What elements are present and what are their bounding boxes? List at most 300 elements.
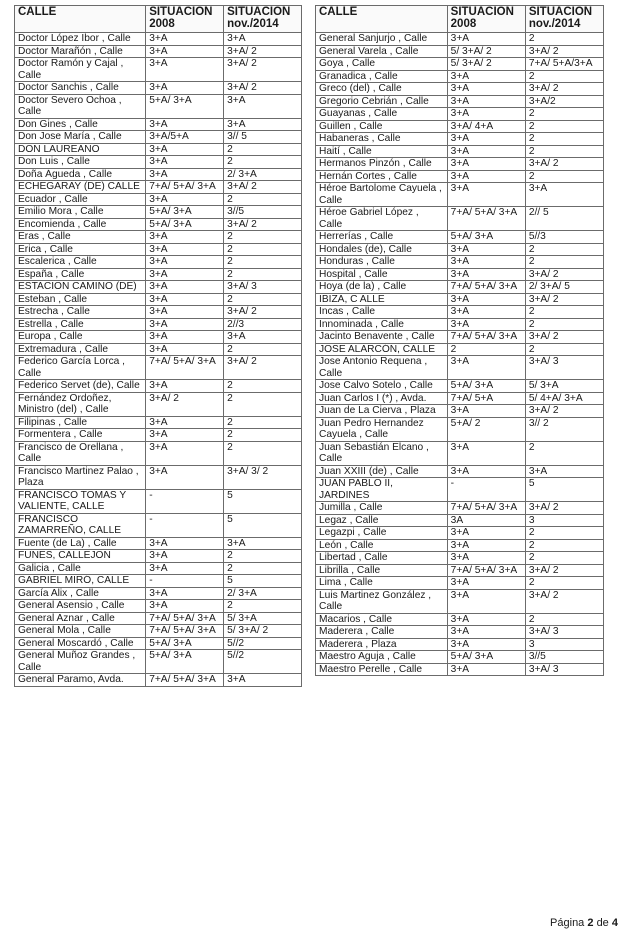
cell-situacion-2008: 7+A/ 5+A/ 3+A — [447, 281, 525, 294]
cell-situacion-2008: 5+A/ 3+A — [146, 206, 224, 219]
cell-situacion-2014: 2 — [525, 552, 603, 565]
table-row — [15, 193, 302, 206]
cell-calle: GABRIEL MIRÓ, CALLE — [15, 575, 146, 588]
table-row — [15, 33, 302, 46]
cell-situacion-2014: 2 — [224, 231, 302, 244]
cell-situacion-2008: 3+A — [146, 168, 224, 181]
cell-situacion-2008: 3+A — [447, 318, 525, 331]
header-situacion-2014: SITUACION nov./2014 — [525, 6, 603, 33]
table-row — [316, 33, 604, 46]
cell-situacion-2008: - — [447, 478, 525, 502]
cell-situacion-2014: 5 — [224, 575, 302, 588]
table-row — [15, 156, 302, 169]
cell-situacion-2014: 3+A/ 3 — [525, 356, 603, 380]
table-row — [316, 514, 604, 527]
cell-situacion-2008: 7+A/ 5+A/ 3+A — [146, 612, 224, 625]
table-row — [316, 478, 604, 502]
table-row — [15, 218, 302, 231]
table-row — [316, 527, 604, 540]
table-row — [15, 231, 302, 244]
cell-situacion-2008: 3+A — [447, 293, 525, 306]
cell-situacion-2014: 3+A/ 2 — [525, 158, 603, 171]
cell-calle: Maestro Aguja , Calle — [316, 651, 448, 664]
cell-calle: Macarios , Calle — [316, 613, 448, 626]
cell-situacion-2008: 3+A — [146, 380, 224, 393]
cell-calle: Gregorio Cebrián , Calle — [316, 95, 448, 108]
cell-situacion-2008: 3+A — [447, 145, 525, 158]
cell-situacion-2008: 3+A — [447, 552, 525, 565]
cell-situacion-2014: 2 — [224, 550, 302, 563]
cell-situacion-2014: 2 — [525, 256, 603, 269]
table-row — [15, 343, 302, 356]
cell-situacion-2008: 3+A — [447, 70, 525, 83]
cell-situacion-2014: 2/ 3+A/ 5 — [525, 281, 603, 294]
cell-situacion-2008: 3+A — [447, 405, 525, 418]
cell-situacion-2014: 3+A — [525, 183, 603, 207]
cell-calle: Habaneras , Calle — [316, 133, 448, 146]
cell-situacion-2014: 3+A/ 2 — [224, 82, 302, 95]
cell-situacion-2014: 7+A/ 5+A/3+A — [525, 58, 603, 71]
table-row — [15, 82, 302, 95]
cell-calle: Herrerías , Calle — [316, 231, 448, 244]
table-row — [15, 293, 302, 306]
cell-calle: Extremadura , Calle — [15, 343, 146, 356]
cell-calle: Jose Antonio Requena , Calle — [316, 356, 448, 380]
cell-calle: Goya , Calle — [316, 58, 448, 71]
cell-situacion-2014: 2 — [525, 318, 603, 331]
cell-situacion-2014: 3// 2 — [525, 417, 603, 441]
table-row — [15, 356, 302, 380]
cell-calle: Esteban , Calle — [15, 293, 146, 306]
cell-calle: Erica , Calle — [15, 243, 146, 256]
table-row — [316, 331, 604, 344]
table-row — [15, 441, 302, 465]
table-row — [15, 380, 302, 393]
cell-situacion-2008: 3+A — [146, 281, 224, 294]
cell-situacion-2014: 3 — [525, 638, 603, 651]
cell-situacion-2014: 3+A/ 3 — [224, 281, 302, 294]
table-row — [15, 131, 302, 144]
cell-situacion-2008: 3+A — [146, 143, 224, 156]
cell-calle: Innominada , Calle — [316, 318, 448, 331]
table-row — [316, 70, 604, 83]
table-row — [15, 550, 302, 563]
cell-situacion-2008: 7+A/ 5+A/ 3+A — [146, 356, 224, 380]
header-situacion-2008: SITUACION 2008 — [146, 6, 224, 33]
cell-situacion-2014: 2 — [224, 193, 302, 206]
cell-situacion-2008: 7+A/ 5+A/ 3+A — [447, 564, 525, 577]
cell-situacion-2014: 3+A/ 2 — [224, 356, 302, 380]
cell-situacion-2014: 3+A/ 3 — [525, 663, 603, 676]
cell-situacion-2008: 7+A/ 5+A/ 3+A — [447, 331, 525, 344]
cell-calle: Honduras , Calle — [316, 256, 448, 269]
cell-situacion-2014: 3+A/ 2 — [525, 589, 603, 613]
cell-situacion-2014: 2 — [525, 539, 603, 552]
cell-situacion-2008: 3+A — [447, 95, 525, 108]
cell-calle: Maderera , Plaza — [316, 638, 448, 651]
table-row — [15, 181, 302, 194]
cell-calle: Héroe Bartolome Cayuela , Calle — [316, 183, 448, 207]
table-row — [15, 94, 302, 118]
table-row — [316, 243, 604, 256]
cell-situacion-2008: 3+A — [146, 268, 224, 281]
cell-situacion-2014: 3+A/ 2 — [525, 293, 603, 306]
cell-situacion-2014: 2 — [525, 120, 603, 133]
cell-calle: Don Jose María , Calle — [15, 131, 146, 144]
cell-calle: Doña Águeda , Calle — [15, 168, 146, 181]
cell-situacion-2014: 3+A — [224, 674, 302, 687]
cell-calle: General Paramo, Avda. — [15, 674, 146, 687]
cell-situacion-2008: 7+A/ 5+A/ 3+A — [146, 674, 224, 687]
cell-situacion-2014: 3+A/ 2 — [224, 218, 302, 231]
cell-situacion-2014: 3// 5 — [224, 131, 302, 144]
cell-situacion-2008: 7+A/ 5+A/ 3+A — [447, 502, 525, 515]
cell-situacion-2008: 3+A — [447, 183, 525, 207]
cell-situacion-2008: 3+A — [447, 108, 525, 121]
cell-situacion-2014: 3+A/ 2 — [224, 45, 302, 58]
cell-situacion-2014: 5 — [224, 513, 302, 537]
cell-situacion-2008: 5/ 3+A/ 2 — [447, 45, 525, 58]
table-row — [316, 405, 604, 418]
cell-situacion-2014: 3+A/ 2 — [224, 181, 302, 194]
cell-situacion-2014: 5 — [525, 478, 603, 502]
cell-situacion-2008: 5+A/ 3+A — [146, 94, 224, 118]
cell-situacion-2014: 3+A/2 — [525, 95, 603, 108]
table-row — [316, 638, 604, 651]
table-row — [316, 651, 604, 664]
cell-situacion-2008: 3+A — [146, 331, 224, 344]
cell-situacion-2014: 3+A — [224, 33, 302, 46]
cell-situacion-2014: 3+A — [224, 331, 302, 344]
cell-situacion-2008: 5+A/ 3+A — [447, 651, 525, 664]
cell-situacion-2014: 2 — [525, 133, 603, 146]
table-row — [15, 465, 302, 489]
table-row — [316, 120, 604, 133]
cell-situacion-2014: 2 — [525, 170, 603, 183]
cell-situacion-2008: 3+A — [146, 587, 224, 600]
table-row — [316, 231, 604, 244]
cell-situacion-2008: 7+A/ 5+A/ 3+A — [146, 625, 224, 638]
table-row — [316, 183, 604, 207]
cell-situacion-2014: 5//2 — [224, 650, 302, 674]
table-row — [316, 95, 604, 108]
cell-calle: Don Gines , Calle — [15, 118, 146, 131]
cell-situacion-2014: 3+A/ 2 — [525, 405, 603, 418]
cell-calle: Doctor López Ibor , Calle — [15, 33, 146, 46]
header-situacion-2014: SITUACION nov./2014 — [224, 6, 302, 33]
table-row — [316, 539, 604, 552]
cell-situacion-2014: 2 — [525, 343, 603, 356]
header-situacion-2008: SITUACION 2008 — [447, 6, 525, 33]
table-row — [15, 168, 302, 181]
cell-situacion-2008: 7+A/ 5+A — [447, 392, 525, 405]
table-row — [316, 207, 604, 231]
cell-calle: Juan Pedro Hernandez Cayuela , Calle — [316, 417, 448, 441]
cell-situacion-2008: 3+A — [447, 243, 525, 256]
table-row — [316, 45, 604, 58]
cell-calle: Galicia , Calle — [15, 562, 146, 575]
table-row — [15, 429, 302, 442]
cell-situacion-2014: 2 — [525, 33, 603, 46]
cell-situacion-2014: 2 — [224, 600, 302, 613]
table-row — [15, 612, 302, 625]
header-calle: CALLE — [15, 6, 146, 33]
table-row — [316, 318, 604, 331]
cell-situacion-2008: 3+A — [447, 133, 525, 146]
cell-situacion-2014: 3+A/ 3/ 2 — [224, 465, 302, 489]
cell-situacion-2008: 3+A — [447, 256, 525, 269]
cell-calle: Europa , Calle — [15, 331, 146, 344]
cell-calle: Jumilla , Calle — [316, 502, 448, 515]
cell-situacion-2008: 3+A — [146, 45, 224, 58]
table-row — [15, 650, 302, 674]
cell-situacion-2014: 2 — [224, 256, 302, 269]
cell-situacion-2008: 5+A/ 3+A — [447, 380, 525, 393]
cell-situacion-2014: 2 — [525, 70, 603, 83]
cell-calle: Francisco de Orellana , Calle — [15, 441, 146, 465]
cell-situacion-2008: 3+A — [146, 465, 224, 489]
cell-situacion-2008: 3+A — [146, 318, 224, 331]
cell-situacion-2014: 3//5 — [525, 651, 603, 664]
cell-situacion-2014: 2 — [224, 293, 302, 306]
table-row — [316, 552, 604, 565]
cell-situacion-2014: 2 — [224, 380, 302, 393]
cell-calle: Fuente (de La) , Calle — [15, 537, 146, 550]
cell-situacion-2008: 3+A — [146, 118, 224, 131]
cell-calle: Lima , Calle — [316, 577, 448, 590]
table-row — [15, 58, 302, 82]
cell-situacion-2008: 5+A/ 2 — [447, 417, 525, 441]
cell-situacion-2008: 3+A — [447, 268, 525, 281]
cell-calle: FRANCISCO TOMAS Y VALIENTE, CALLE — [15, 489, 146, 513]
cell-situacion-2008: 3+A — [146, 550, 224, 563]
cell-situacion-2008: 3+A — [146, 562, 224, 575]
cell-calle: Hospital , Calle — [316, 268, 448, 281]
table-row — [15, 268, 302, 281]
cell-calle: General Varela , Calle — [316, 45, 448, 58]
cell-situacion-2014: 2 — [224, 441, 302, 465]
cell-situacion-2014: 2 — [224, 143, 302, 156]
cell-situacion-2008: 3+A — [447, 158, 525, 171]
cell-calle: Librilla , Calle — [316, 564, 448, 577]
cell-situacion-2008: 3+A — [146, 243, 224, 256]
cell-situacion-2014: 3+A/ 2 — [525, 268, 603, 281]
cell-situacion-2014: 2//3 — [224, 318, 302, 331]
table-row — [316, 392, 604, 405]
cell-situacion-2008: 3+A — [447, 613, 525, 626]
cell-calle: Hernán Cortes , Calle — [316, 170, 448, 183]
street-table-left — [14, 5, 302, 687]
cell-situacion-2008: 3+A — [146, 33, 224, 46]
cell-calle: Jose Calvo Sotelo , Calle — [316, 380, 448, 393]
cell-calle: JOSE ALARCÓN, CALLE — [316, 343, 448, 356]
cell-situacion-2014: 2 — [525, 613, 603, 626]
cell-situacion-2008: 3+A — [447, 663, 525, 676]
cell-situacion-2014: 2 — [224, 392, 302, 416]
table-row — [316, 268, 604, 281]
cell-calle: España , Calle — [15, 268, 146, 281]
table-row — [15, 143, 302, 156]
cell-situacion-2008: 3+A — [447, 441, 525, 465]
table-row — [316, 108, 604, 121]
table-row — [15, 318, 302, 331]
cell-situacion-2008: 3+A — [146, 193, 224, 206]
cell-calle: Luis Martinez González , Calle — [316, 589, 448, 613]
table-row — [316, 417, 604, 441]
cell-calle: Juan Sebastián Elcano , Calle — [316, 441, 448, 465]
cell-calle: General Muñoz Grandes , Calle — [15, 650, 146, 674]
cell-situacion-2008: 3+A — [146, 156, 224, 169]
cell-situacion-2014: 3+A/ 2 — [525, 45, 603, 58]
cell-calle: ECHEGARAY (DE) CALLE — [15, 181, 146, 194]
cell-calle: Héroe Gabriel López , Calle — [316, 207, 448, 231]
cell-situacion-2014: 2 — [224, 416, 302, 429]
cell-calle: General Sanjurjo , Calle — [316, 33, 448, 46]
cell-situacion-2008: 3+A — [447, 33, 525, 46]
table-row — [15, 392, 302, 416]
cell-calle: FUNES, CALLEJON — [15, 550, 146, 563]
cell-situacion-2014: 3+A/ 3 — [525, 626, 603, 639]
table-row — [316, 58, 604, 71]
table-row — [316, 502, 604, 515]
cell-calle: Federico Servet (de), Calle — [15, 380, 146, 393]
cell-calle: Juan XXIII (de) , Calle — [316, 465, 448, 478]
cell-calle: Encomienda , Calle — [15, 218, 146, 231]
cell-calle: Francisco Martinez Palao , Plaza — [15, 465, 146, 489]
cell-situacion-2014: 3+A/ 2 — [525, 564, 603, 577]
table-row — [15, 256, 302, 269]
cell-situacion-2008: 7+A/ 5+A/ 3+A — [146, 181, 224, 194]
cell-calle: Estrella , Calle — [15, 318, 146, 331]
cell-calle: IBIZA, C ALLE — [316, 293, 448, 306]
table-row — [316, 170, 604, 183]
cell-situacion-2008: 3+A — [146, 82, 224, 95]
cell-calle: General Mola , Calle — [15, 625, 146, 638]
cell-situacion-2008: 5+A/ 3+A — [447, 231, 525, 244]
cell-situacion-2008: 3+A — [146, 600, 224, 613]
cell-situacion-2008: 3+A — [447, 539, 525, 552]
cell-situacion-2014: 2 — [224, 268, 302, 281]
table-header-row — [15, 6, 302, 33]
cell-calle: Doctor Sanchis , Calle — [15, 82, 146, 95]
cell-calle: Maderera , Calle — [316, 626, 448, 639]
cell-situacion-2008: 3+A — [146, 306, 224, 319]
cell-situacion-2014: 5//3 — [525, 231, 603, 244]
cell-situacion-2008: 3+A — [447, 589, 525, 613]
cell-situacion-2014: 2// 5 — [525, 207, 603, 231]
cell-situacion-2014: 2 — [224, 243, 302, 256]
cell-situacion-2008: 2 — [447, 343, 525, 356]
cell-situacion-2008: 3+A/ 2 — [146, 392, 224, 416]
cell-situacion-2008: 3+A — [447, 626, 525, 639]
page-of: de — [596, 917, 609, 929]
cell-situacion-2008: 3+A — [447, 356, 525, 380]
table-row — [316, 83, 604, 96]
cell-situacion-2008: 3+A — [447, 83, 525, 96]
cell-situacion-2008: - — [146, 513, 224, 537]
cell-situacion-2008: 3+A — [447, 577, 525, 590]
cell-calle: García Alix , Calle — [15, 587, 146, 600]
table-row — [15, 416, 302, 429]
cell-situacion-2014: 5/ 3+A/ 2 — [224, 625, 302, 638]
cell-situacion-2008: 5+A/ 3+A — [146, 218, 224, 231]
cell-calle: Juan de La Cierva , Plaza — [316, 405, 448, 418]
cell-situacion-2008: 3+A/5+A — [146, 131, 224, 144]
cell-calle: FRANCISCO ZAMARREÑO, CALLE — [15, 513, 146, 537]
cell-calle: León , Calle — [316, 539, 448, 552]
cell-situacion-2014: 3+A/ 2 — [224, 306, 302, 319]
cell-calle: Ecuador , Calle — [15, 193, 146, 206]
table-row — [15, 562, 302, 575]
cell-calle: Haití , Calle — [316, 145, 448, 158]
table-row — [316, 133, 604, 146]
cell-situacion-2008: 3+A — [146, 429, 224, 442]
cell-situacion-2014: 5/ 3+A — [525, 380, 603, 393]
table-row — [15, 281, 302, 294]
cell-situacion-2008: 3A — [447, 514, 525, 527]
cell-situacion-2014: 2 — [224, 562, 302, 575]
table-row — [15, 575, 302, 588]
table-row — [316, 441, 604, 465]
cell-situacion-2014: 5 — [224, 489, 302, 513]
cell-situacion-2008: 3+A — [447, 465, 525, 478]
cell-calle: Granadica , Calle — [316, 70, 448, 83]
cell-calle: JUAN PABLO II, JARDINES — [316, 478, 448, 502]
table-row — [316, 306, 604, 319]
cell-situacion-2014: 2 — [224, 343, 302, 356]
total-pages: 4 — [611, 917, 618, 929]
cell-situacion-2014: 3+A — [525, 465, 603, 478]
cell-situacion-2014: 5/ 3+A — [224, 612, 302, 625]
cell-calle: Incas , Calle — [316, 306, 448, 319]
table-row — [15, 513, 302, 537]
table-row — [316, 613, 604, 626]
table-row — [15, 625, 302, 638]
cell-calle: General Aznar , Calle — [15, 612, 146, 625]
cell-situacion-2014: 2 — [525, 108, 603, 121]
table-row — [15, 600, 302, 613]
cell-situacion-2008: 3+A — [447, 170, 525, 183]
table-row — [316, 465, 604, 478]
cell-calle: Federico García Lorca , Calle — [15, 356, 146, 380]
cell-calle: Libertad , Calle — [316, 552, 448, 565]
cell-calle: Doctor Marañón , Calle — [15, 45, 146, 58]
cell-calle: Doctor Ramón y Cajal , Calle — [15, 58, 146, 82]
cell-situacion-2014: 5//2 — [224, 637, 302, 650]
cell-calle: Doctor Severo Ochoa , Calle — [15, 94, 146, 118]
cell-situacion-2014: 2 — [525, 243, 603, 256]
cell-situacion-2014: 3 — [525, 514, 603, 527]
cell-calle: Hermanos Pinzón , Calle — [316, 158, 448, 171]
cell-situacion-2008: 3+A — [146, 416, 224, 429]
table-row — [316, 293, 604, 306]
cell-situacion-2014: 2/ 3+A — [224, 587, 302, 600]
table-row — [316, 564, 604, 577]
cell-situacion-2014: 2 — [525, 577, 603, 590]
cell-calle: Legazpi , Calle — [316, 527, 448, 540]
cell-situacion-2014: 3+A/ 2 — [224, 58, 302, 82]
cell-calle: Don Luis , Calle — [15, 156, 146, 169]
cell-calle: Formentera , Calle — [15, 429, 146, 442]
table-row — [15, 306, 302, 319]
cell-calle: Guillen , Calle — [316, 120, 448, 133]
cell-situacion-2008: 3+A/ 4+A — [447, 120, 525, 133]
table-row — [316, 281, 604, 294]
table-row — [15, 674, 302, 687]
cell-calle: Maestro Perelle , Calle — [316, 663, 448, 676]
cell-situacion-2014: 3+A — [224, 118, 302, 131]
cell-calle: DON LAUREANO — [15, 143, 146, 156]
